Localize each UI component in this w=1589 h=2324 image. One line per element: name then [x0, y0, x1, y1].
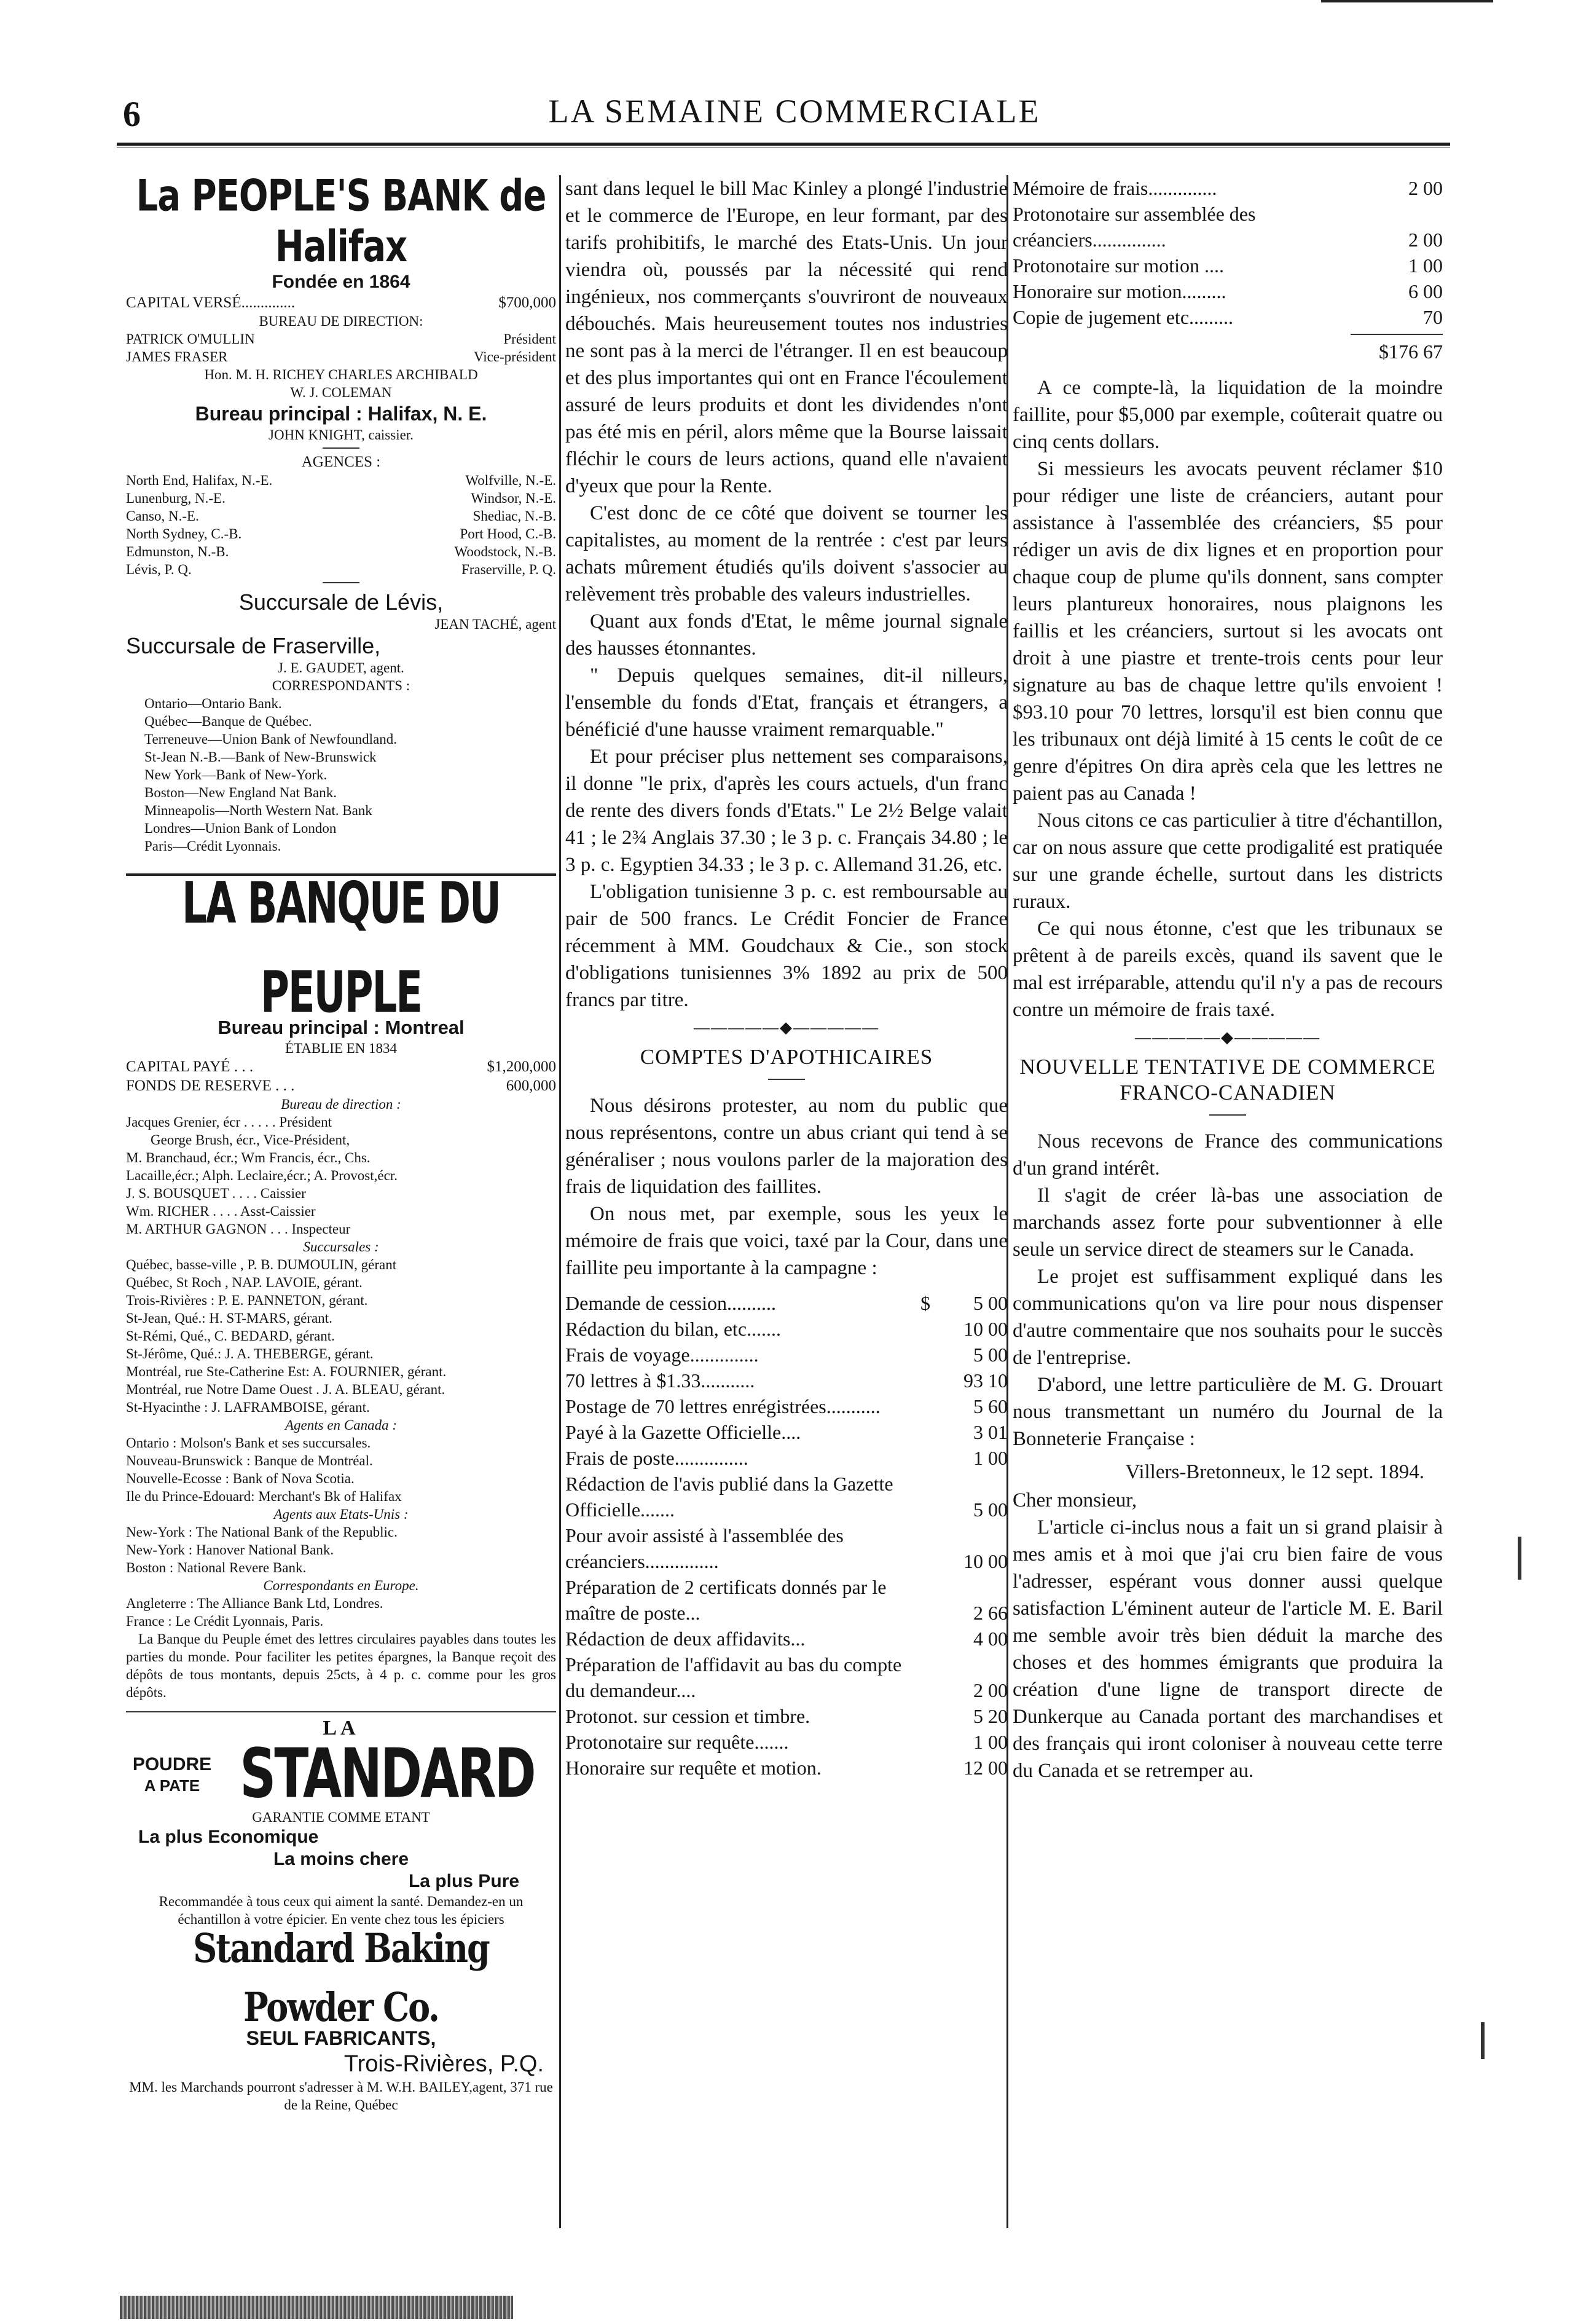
column-rule-1	[559, 175, 561, 2228]
ad-sole-makers: SEUL FABRICANTS,	[246, 2027, 436, 2049]
ad-contact: MM. les Marchands pourront s'adresser à M. W.H. BAILEY,agent, 371 rue de la Reine, Québec	[129, 2079, 553, 2113]
ledger-row: Demande de cession.......... $ 5 00	[565, 1292, 1008, 1314]
ledger-row: Honoraire sur motion......... 6 00	[1013, 280, 1443, 302]
banque-board-heading: Bureau de direction :	[281, 1097, 401, 1112]
letter-dateline: Villers-Bretonneux, le 12 sept. 1894.	[1125, 1461, 1424, 1483]
agencies-list	[126, 471, 556, 578]
article-paragraph: Nous recevons de France des communications d'un grand intérêt.	[1013, 1130, 1443, 1180]
ledger-row: Rédaction du bilan, etc....... 10 00	[565, 1318, 1008, 1340]
ad-guarantee: GARANTIE COMME ETANT	[252, 1810, 430, 1825]
banque-capital: CAPITAL PAYÉ . . . $1,200,000	[126, 1058, 556, 1075]
list-item: Wm. RICHER . . . . Asst-Caissier	[126, 1203, 316, 1219]
list-item: J. S. BOUSQUET . . . . Caissier	[126, 1186, 306, 1201]
agents-canada	[126, 1434, 556, 1505]
ledger-row: Rédaction de deux affidavits... 4 00	[565, 1628, 1008, 1650]
agents-canada-heading: Agents en Canada :	[284, 1417, 398, 1433]
capital-line: CAPITAL VERSÉ.............. $700,000	[126, 294, 556, 311]
agency-row: Lunenburg, N.-E. Windsor, N.-E.	[126, 490, 556, 506]
standard-headline	[126, 1735, 556, 1814]
article-paragraph: Quant aux fonds d'Etat, le même journal signale des hausses étonnantes.	[565, 610, 1008, 660]
list-item: St-Rémi, Qué., C. BEDARD, gérant.	[126, 1328, 335, 1344]
divider	[323, 447, 359, 449]
article-paragraph: L'obligation tunisienne 3 p. c. est remboursable au pair de 500 francs. Le Crédit Foncier de France récemment à MM. Goudchaux & Cie., son stock d'obligations tunisiennes 3% 1892 au prix de 500 francs par titre.	[565, 881, 1008, 1011]
banque-notice: La Banque du Peuple émet des lettres circulaires payables dans toutes les parties du monde. Pour faciliter les petites épargnes, la Banque reçoit des dépôts de tous montants, depuis 25cts, à 4 p. c. comme pour les gros dépôts.	[126, 1631, 556, 1700]
list-item: Minneapolis—North Western Nat. Bank	[144, 803, 372, 818]
article-paragraph: A ce compte-là, la liquidation de la moindre faillite, pour $5,000 par exemple, coûterait quatre ou cinq cents dollars.	[1013, 377, 1443, 453]
list-item: New York—Bank of New-York.	[144, 767, 328, 782]
correspondents-europe	[126, 1594, 556, 1630]
advertisement-column	[126, 171, 556, 2114]
list-item: Jacques Grenier, écr . . . . . Président	[126, 1114, 332, 1130]
list-item: George Brush, écr., Vice-Président,	[151, 1132, 350, 1148]
article-paragraph: On nous met, par exemple, sous les yeux le mémoire de frais que voici, taxé par la Cour, dans une faillite peu importante à la campagne :	[565, 1203, 1008, 1279]
ad-line1: La plus Economique	[138, 1827, 319, 1847]
list-item: St-Jean N.-B.—Bank of New-Brunswick	[144, 749, 377, 765]
agency-row: North End, Halifax, N.-E. Wolfville, N.-E.	[126, 473, 556, 488]
list-item: Lacaille,écr.; Alph. Leclaire,écr.; A. Provost,écr.	[126, 1168, 398, 1183]
article-paragraph: Si messieurs les avocats peuvent réclamer $10 pour rédiger une liste de créanciers, autant pour assistance à l'assemblée des créanciers, $5 pour rédiger un avis de dix lignes et en proportion pour chaque coup de plume qu'ils donnent, sans compter leurs plantureux honoraires, nous plaignons les faillis et les créanciers, surtout si les avocats ont droit à une piastre et trente-trois cents pour leur signature au bas de chaque lettre qu'ils envoient ! $93.10 pour 70 lettres, lorsqu'il est bien connu que les tribunaux ont déjà limité à 15 cents le coût de ce genre d'épitres On dira après cela que les lettres ne paient pas au Canada !	[1013, 458, 1443, 805]
agency-row: Lévis, P. Q. Fraserville, P. Q.	[126, 562, 556, 577]
peoples-bank-ad	[126, 171, 556, 855]
divider	[323, 582, 359, 583]
board-heading: BUREAU DE DIRECTION:	[259, 313, 423, 329]
article-paragraph: Le projet est suffisamment expliqué dans les communications qu'on va lire pour nous dispenser d'autre commentaire que nos souhaits pour le succès de l'entreprise.	[1013, 1266, 1443, 1369]
list-item: Québec, basse-ville , P. B. DUMOULIN, gérant	[126, 1257, 397, 1272]
ad-company: Standard Baking Powder Co.	[193, 1924, 489, 2031]
scan-margin-mark	[1518, 1537, 1521, 1580]
list-item: St-Jean, Qué.: H. ST-MARS, gérant.	[126, 1310, 332, 1326]
branch-fraserville: Succursale de Fraserville,	[126, 633, 381, 658]
letter-salutation: Cher monsieur,	[1013, 1489, 1137, 1511]
ornament-divider: ―――――◆―――――	[694, 1018, 879, 1036]
ad-la: LA	[323, 1717, 359, 1739]
ad-poudre: POUDRE	[132, 1754, 212, 1775]
board-row: W. J. COLEMAN	[290, 385, 392, 400]
fees-ledger-continued	[1013, 175, 1443, 364]
ledger-row: 70 lettres à $1.33........... 93 10	[565, 1369, 1008, 1392]
branch-levis: Succursale de Lévis,	[238, 589, 444, 615]
list-item: Terreneuve—Union Bank of Newfoundland.	[144, 731, 397, 747]
ledger-row: Protonotaire sur requête....... 1 00	[565, 1731, 1008, 1753]
scan-margin-mark	[1481, 2022, 1485, 2059]
article-paragraph: " Depuis quelques semaines, dit-il nilleurs, l'ensemble du fonds d'Etat, français et étrangers, a bénéficié d'une hausse vraiment remarquable."	[565, 664, 1008, 741]
agency-row: Canso, N.-E. Shediac, N.-B.	[126, 508, 556, 524]
article-paragraph: sant dans lequel le bill Mac Kinley a plongé l'industrie et le commerce de l'Europe, en leur formant, par des tarifs prohibitifs, le marché des Etats-Unis. Un jour viendra où, poussés par la nécessité qui rend ingénieux, nos commerçants s'ouvriront de nouveaux débouchés. Mais heureusement toutes nos industries ne sont pas à la merci de l'étranger. Il en est beaucoup et des plus importantes qui ont en France l'écoulement assuré de leurs produits et dont les dividendes n'ont pas été mis en péril, alors même que la Bourse laissait fléchir le cours de leurs actions, quand elle n'avaient d'yeux que pour la Rente.	[565, 178, 1008, 497]
list-item: Montréal, rue Ste-Catherine Est: A. FOURNIER, gérant.	[126, 1364, 447, 1379]
branch-levis-agent: JEAN TACHÉ, agent	[434, 616, 556, 632]
ledger-row: Protonot. sur cession et timbre. 5 20	[565, 1705, 1008, 1727]
ad-standard: STANDARD	[240, 1735, 535, 1814]
list-item: Boston—New England Nat Bank.	[144, 785, 337, 800]
peoples-bank-title: La PEOPLE'S BANK de Halifax	[136, 171, 546, 272]
banque-branches-heading: Succursales :	[303, 1239, 379, 1255]
banque-title: LA BANQUE DU PEUPLE	[182, 870, 500, 1026]
list-item: France : Le Crédit Lyonnais, Paris.	[126, 1613, 324, 1629]
page-number: 6	[123, 94, 141, 134]
ledger-row: Frais de voyage.............. 5 00	[565, 1344, 1008, 1366]
journal-title: LA SEMAINE COMMERCIALE	[548, 93, 1041, 130]
ad-a-pate: A PATE	[144, 1776, 200, 1795]
header-rule	[117, 143, 1450, 146]
total-rule	[1351, 334, 1443, 335]
article-paragraph: C'est donc de ce côté que doivent se tourner les capitalistes, au moment de la rentrée : c'est par leurs achats mûrement étudiés qu'ils doivent s'associer au relèvement très probable des valeurs industrielles.	[565, 502, 1008, 605]
list-item: Ontario—Ontario Bank.	[144, 696, 282, 711]
agency-row: Edmunston, N.-B. Woodstock, N.-B.	[126, 544, 556, 559]
list-item: M. Branchaud, écr.; Wm Francis, écr., Chs.	[126, 1150, 371, 1165]
article-paragraph: Ce qui nous étonne, c'est que les tribunaux se prêtent à de pareils excès, quand ils savent que le mal est irréparable, attendu qu'il n'y a pas de recours contre un mémoire de frais taxé.	[1013, 918, 1443, 1021]
agency-row: North Sydney, C.-B. Port Hood, C.-B.	[126, 526, 556, 542]
ad-city: Trois-Rivières, P.Q.	[343, 2051, 544, 2077]
list-item: Angleterre : The Alliance Bank Ltd, Londres.	[126, 1596, 383, 1611]
correspondents-europe-heading: Correspondants en Europe.	[263, 1578, 419, 1593]
list-item: Québec—Banque de Québec.	[144, 714, 312, 729]
ad-line2: La moins chere	[273, 1849, 409, 1869]
ledger-row: Rédaction de l'avis publié dans la Gazette Officielle....... 5 00	[565, 1473, 1008, 1521]
ledger-row: Protonotaire sur motion .... 1 00	[1013, 254, 1443, 277]
banque-head-office: Bureau principal : Montreal	[218, 1017, 465, 1038]
ledger-row: Honoraire sur requête et motion. 12 00	[565, 1757, 1008, 1779]
ad-line3: La plus Pure	[408, 1871, 519, 1891]
list-item: New-York : Hanover National Bank.	[126, 1542, 334, 1558]
banque-du-peuple-ad	[126, 870, 556, 1701]
list-item: Londres—Union Bank of London	[144, 821, 337, 836]
agents-us	[126, 1523, 556, 1577]
list-item: Québec, St Roch , NAP. LAVOIE, gérant.	[126, 1275, 363, 1290]
list-item: Ile du Prince-Edouard: Merchant's Bk of Halifax	[126, 1489, 402, 1504]
agencies-heading: AGENCES :	[301, 454, 381, 470]
article-paragraph: Il s'agit de créer là-bas une association de marchands assez forte pour subventionner à elle seule un service direct de steamers sur le Canada.	[1013, 1184, 1443, 1261]
ledger-row: Frais de poste............... 1 00	[565, 1447, 1008, 1469]
fees-ledger	[565, 1290, 1008, 1781]
banque-reserve: FONDS DE RESERVE . . . 600,000	[126, 1077, 556, 1094]
list-item: Nouveau-Brunswick : Banque de Montréal.	[126, 1453, 373, 1468]
ledger-row: Postage de 70 lettres enrégistrées........... 5 60	[565, 1395, 1008, 1417]
list-item: St-Jérôme, Qué.: J. A. THEBERGE, gérant.	[126, 1346, 374, 1361]
branch-fraserville-agent: J. E. GAUDET, agent.	[278, 660, 404, 676]
founded-line: Fondée en 1864	[272, 272, 410, 292]
divider	[768, 1079, 805, 1080]
list-item: Ontario : Molson's Bank et ses succursales.	[126, 1435, 371, 1451]
correspondents-list	[126, 695, 556, 855]
article-paragraph: Nous citons ce cas particulier à titre d'échantillon, car on nous assure que cette prodigalité est pratiquée sur une grande échelle, surtout dans les districts ruraux.	[1013, 809, 1443, 913]
letter-body: L'article ci-inclus nous a fait un si grand plaisir à mes amis et à moi que j'ai cru bien faire de vous l'adresser, espérant vous donner aussi quelque satisfaction L'éminent auteur de l'article M. E. Baril me semble avoir très bien déduit la marche des choses et des hommes émigrants que produira la création d'une ligne de transport directe de Dunkerque au Canada portant des marchandises et des français qui iront coloniser à nouveau cette terre du Canada et se retremper au.	[1013, 1516, 1443, 1782]
ledger-row: Payé à la Gazette Officielle.... 3 01	[565, 1421, 1008, 1443]
ad-recommend: Recommandée à tous ceux qui aiment la santé. Demandez-en un échantillon à votre épicier. En vente chez tous les épiciers	[159, 1894, 524, 1927]
article-paragraph: D'abord, une lettre particulière de M. G. Drouart nous transmettant un numéro du Journal de la Bonneterie Française :	[1013, 1374, 1443, 1450]
ledger-row: Préparation de l'affidavit au bas du compte du demandeur.... 2 00	[565, 1653, 1008, 1701]
banque-board	[126, 1113, 556, 1238]
standard-powder-ad	[126, 1716, 556, 2114]
ledger-row: Copie de jugement etc......... 70	[1013, 306, 1443, 328]
list-item: Boston : National Revere Bank.	[126, 1560, 307, 1575]
list-item: St-Hyacinthe : J. LAFRAMBOISE, gérant.	[126, 1400, 370, 1415]
ledger-row: Préparation de 2 certificats donnés par le maître de poste... 2 66	[565, 1576, 1008, 1624]
article-paragraph: Nous désirons protester, au nom du public que nous représentons, contre un abus criant qui tend à se généraliser ; nous voulons parler de la majoration des frais de liquidation des faillites.	[565, 1095, 1008, 1198]
article-column-2	[565, 175, 1008, 1781]
ledger-row: Mémoire de frais.............. 2 00	[1013, 177, 1443, 199]
list-item: Nouvelle-Ecosse : Bank of Nova Scotia.	[126, 1471, 355, 1486]
list-item: Trois-Rivières : P. E. PANNETON, gérant.	[126, 1293, 368, 1308]
banque-branches	[126, 1256, 556, 1416]
scan-noise-strip	[120, 2296, 513, 2319]
ledger-row: Pour avoir assisté à l'assemblée des créanciers............... 10 00	[565, 1524, 1008, 1572]
article-paragraph: Et pour préciser plus nettement ses comparaisons, il donne "le prix, d'après les cours actuels, d'un franc de rente des divers fonds d'Etats." Le 2½ Belge valait 41 ; le 2¾ Anglais 37.30 ; le 3 p. c. Français 34.80 ; le 3 p. c. Egyptien 34.33 ; le 3 p. c. Allemand 31.26, etc.	[565, 746, 1008, 876]
board-row: Hon. M. H. RICHEY CHARLES ARCHIBALD	[204, 367, 478, 382]
list-item: Paris—Crédit Lyonnais.	[144, 838, 281, 854]
cashier-line: JOHN KNIGHT, caissier.	[269, 427, 414, 443]
list-item: Montréal, rue Notre Dame Ouest . J. A. BLEAU, gérant.	[126, 1382, 445, 1397]
section-heading: COMPTES D'APOTHICAIRES	[640, 1045, 933, 1069]
divider	[126, 1711, 556, 1712]
correspondents-heading: CORRESPONDANTS :	[272, 678, 410, 693]
section-heading: NOUVELLE TENTATIVE DE COMMERCE FRANCO-CANADIEN	[1019, 1055, 1436, 1105]
board-row: PATRICK O'MULLIN Président	[126, 331, 556, 347]
ornament-divider: ―――――◆―――――	[1135, 1028, 1320, 1046]
list-item: New-York : The National Bank of the Republic.	[126, 1524, 398, 1540]
head-office: Bureau principal : Halifax, N. E.	[195, 403, 487, 425]
list-item: M. ARTHUR GAGNON . . . Inspecteur	[126, 1221, 351, 1237]
agents-us-heading: Agents aux Etats-Unis :	[273, 1507, 409, 1522]
board-row: JAMES FRASER Vice-président	[126, 349, 556, 364]
scan-corner-mark	[1321, 0, 1493, 2]
divider	[1209, 1114, 1246, 1116]
ledger-row: Protonotaire sur assemblée des créanciers............... 2 00	[1013, 203, 1443, 251]
article-column-3	[1013, 175, 1443, 1784]
ledger-total: $176 67	[1379, 341, 1443, 363]
banque-established: ÉTABLIE EN 1834	[284, 1041, 398, 1056]
